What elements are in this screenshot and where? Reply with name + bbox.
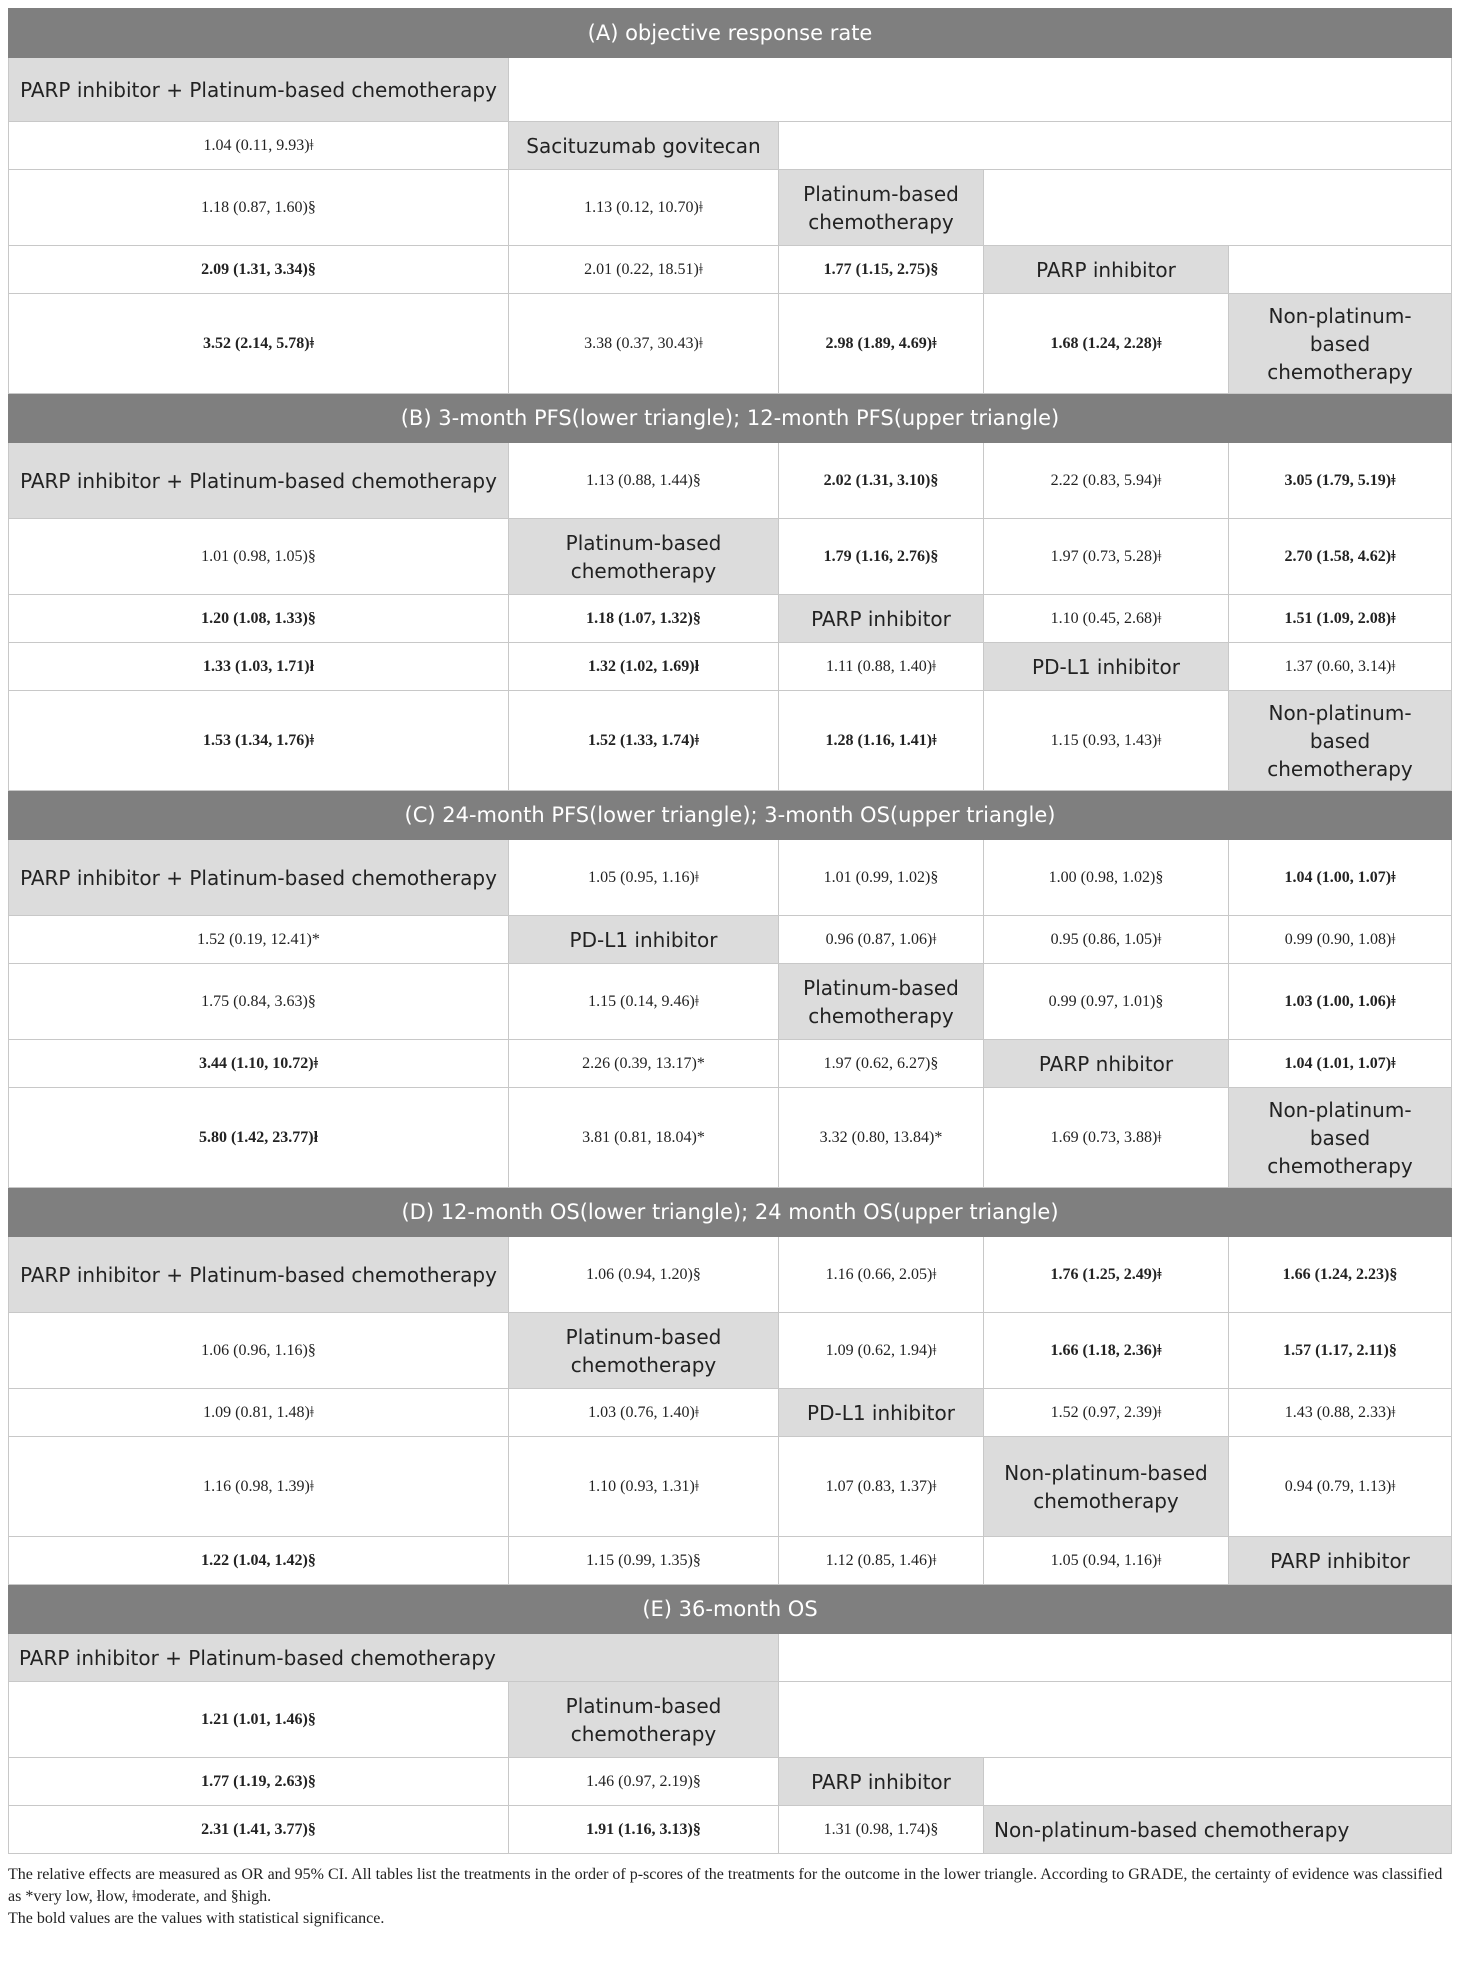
effect-estimate: 1.13 (0.12, 10.70)ǂ (509, 170, 779, 246)
effect-estimate: 3.05 (1.79, 5.19)ǂ (1229, 443, 1452, 519)
effect-estimate: 1.43 (0.88, 2.33)ǂ (1229, 1389, 1452, 1437)
section-title: (D) 12-month OS(lower triangle); 24 month OS(upper triangle) (9, 1188, 1452, 1237)
table-row (9, 122, 1452, 170)
effect-estimate: 1.31 (0.98, 1.74)§ (779, 1806, 984, 1854)
section-title: (B) 3-month PFS(lower triangle); 12-month PFS(upper triangle) (9, 394, 1452, 443)
table-row (9, 595, 1452, 643)
treatment-label: PARP inhibitor + Platinum-based chemotherapy (9, 1237, 509, 1313)
treatment-label: Non-platinum-based chemotherapy (1229, 691, 1452, 791)
effect-estimate: 0.96 (0.87, 1.06)ǂ (779, 916, 984, 964)
empty-cell (984, 1758, 1452, 1806)
effect-estimate: 1.13 (0.88, 1.44)§ (509, 443, 779, 519)
effect-estimate: 2.09 (1.31, 3.34)§ (9, 246, 509, 294)
effect-estimate: 1.32 (1.02, 1.69)ł (509, 643, 779, 691)
effect-estimate: 1.01 (0.98, 1.05)§ (9, 519, 509, 595)
effect-estimate: 2.70 (1.58, 4.62)ǂ (1229, 519, 1452, 595)
effect-estimate: 0.95 (0.86, 1.05)ǂ (984, 916, 1229, 964)
table-row (9, 294, 1452, 394)
section-title: (E) 36-month OS (9, 1585, 1452, 1634)
effect-estimate: 3.52 (2.14, 5.78)ǂ (9, 294, 509, 394)
treatment-label: Non-platinum-based chemotherapy (1229, 294, 1452, 394)
table-row (9, 964, 1452, 1040)
table-row (9, 840, 1452, 916)
effect-estimate: 1.04 (1.01, 1.07)ǂ (1229, 1040, 1452, 1088)
effect-estimate: 2.22 (0.83, 5.94)ǂ (984, 443, 1229, 519)
effect-estimate: 1.05 (0.94, 1.16)ǂ (984, 1537, 1229, 1585)
table-row (9, 643, 1452, 691)
effect-estimate: 1.05 (0.95, 1.16)ǂ (509, 840, 779, 916)
effect-estimate: 2.98 (1.89, 4.69)ǂ (779, 294, 984, 394)
effect-estimate: 3.38 (0.37, 30.43)ǂ (509, 294, 779, 394)
effect-estimate: 1.15 (0.93, 1.43)ǂ (984, 691, 1229, 791)
effect-estimate: 3.44 (1.10, 10.72)ǂ (9, 1040, 509, 1088)
effect-estimate: 1.12 (0.85, 1.46)ǂ (779, 1537, 984, 1585)
table-row (9, 1758, 1452, 1806)
effect-estimate: 1.33 (1.03, 1.71)ł (9, 643, 509, 691)
effect-estimate: 0.99 (0.90, 1.08)ǂ (1229, 916, 1452, 964)
treatment-label: PD-L1 inhibitor (779, 1389, 984, 1437)
effect-estimate: 1.07 (0.83, 1.37)ǂ (779, 1437, 984, 1537)
treatment-label: Platinum-based chemotherapy (779, 964, 984, 1040)
effect-estimate: 1.97 (0.73, 5.28)ǂ (984, 519, 1229, 595)
effect-estimate: 1.68 (1.24, 2.28)ǂ (984, 294, 1229, 394)
table-footnotes (8, 1864, 1451, 1930)
treatment-label: Platinum-based chemotherapy (509, 1313, 779, 1389)
league-table-figure (8, 8, 1451, 1930)
effect-estimate: 1.18 (1.07, 1.32)§ (509, 595, 779, 643)
effect-estimate: 2.26 (0.39, 13.17)* (509, 1040, 779, 1088)
effect-estimate: 1.52 (0.19, 12.41)* (9, 916, 509, 964)
treatment-label: PARP inhibitor + Platinum-based chemotherapy (9, 840, 509, 916)
effect-estimate: 1.52 (0.97, 2.39)ǂ (984, 1389, 1229, 1437)
effect-estimate: 1.16 (0.98, 1.39)ǂ (9, 1437, 509, 1537)
table-row (9, 1313, 1452, 1389)
treatment-label: Sacituzumab govitecan (509, 122, 779, 170)
effect-estimate: 1.66 (1.24, 2.23)§ (1229, 1237, 1452, 1313)
treatment-label: PARP inhibitor (779, 1758, 984, 1806)
effect-estimate: 1.10 (0.45, 2.68)ǂ (984, 595, 1229, 643)
effect-estimate: 2.01 (0.22, 18.51)ǂ (509, 246, 779, 294)
effect-estimate: 1.28 (1.16, 1.41)ǂ (779, 691, 984, 791)
empty-cell (779, 1634, 1452, 1682)
effect-estimate: 1.91 (1.16, 3.13)§ (509, 1806, 779, 1854)
effect-estimate: 1.46 (0.97, 2.19)§ (509, 1758, 779, 1806)
effect-estimate: 1.66 (1.18, 2.36)ǂ (984, 1313, 1229, 1389)
effect-estimate: 1.04 (0.11, 9.93)ǂ (9, 122, 509, 170)
effect-estimate: 1.21 (1.01, 1.46)§ (9, 1682, 509, 1758)
table-row (9, 246, 1452, 294)
footnote-certainty: The relative effects are measured as OR and 95% CI. All tables list the treatments in the order of p-scores of the treatments for the outcome in the lower triangle. According to GRADE, the certainty of evidence was classified as *very low, łlow, ǂmoderate, and §high. (8, 1866, 1443, 1905)
effect-estimate: 5.80 (1.42, 23.77)ł (9, 1088, 509, 1188)
effect-estimate: 1.79 (1.16, 2.76)§ (779, 519, 984, 595)
effect-estimate: 1.77 (1.15, 2.75)§ (779, 246, 984, 294)
table-row (9, 691, 1452, 791)
effect-estimate: 1.03 (1.00, 1.06)ǂ (1229, 964, 1452, 1040)
effect-estimate: 1.20 (1.08, 1.33)§ (9, 595, 509, 643)
effect-estimate: 1.10 (0.93, 1.31)ǂ (509, 1437, 779, 1537)
effect-estimate: 1.52 (1.33, 1.74)ǂ (509, 691, 779, 791)
effect-estimate: 1.01 (0.99, 1.02)§ (779, 840, 984, 916)
league-table (8, 8, 1452, 1854)
treatment-label: Platinum-based chemotherapy (509, 519, 779, 595)
table-row (9, 1437, 1452, 1537)
treatment-label: Non-platinum-based chemotherapy (1229, 1088, 1452, 1188)
effect-estimate: 1.76 (1.25, 2.49)ǂ (984, 1237, 1229, 1313)
treatment-label: Non-platinum-based chemotherapy (984, 1437, 1229, 1537)
empty-cell (779, 122, 1452, 170)
table-row (9, 1237, 1452, 1313)
effect-estimate: 2.31 (1.41, 3.77)§ (9, 1806, 509, 1854)
effect-estimate: 1.53 (1.34, 1.76)ǂ (9, 691, 509, 791)
table-row (9, 916, 1452, 964)
effect-estimate: 1.11 (0.88, 1.40)ǂ (779, 643, 984, 691)
treatment-label: Platinum-based chemotherapy (509, 1682, 779, 1758)
treatment-label: PARP nhibitor (984, 1040, 1229, 1088)
effect-estimate: 1.03 (0.76, 1.40)ǂ (509, 1389, 779, 1437)
empty-cell (984, 170, 1452, 246)
effect-estimate: 3.81 (0.81, 18.04)* (509, 1088, 779, 1188)
table-row (9, 1088, 1452, 1188)
table-row (9, 1634, 1452, 1682)
effect-estimate: 0.99 (0.97, 1.01)§ (984, 964, 1229, 1040)
effect-estimate: 1.09 (0.62, 1.94)ǂ (779, 1313, 984, 1389)
table-row (9, 1806, 1452, 1854)
effect-estimate: 1.22 (1.04, 1.42)§ (9, 1537, 509, 1585)
table-row (9, 1537, 1452, 1585)
table-row (9, 1040, 1452, 1088)
table-row (9, 170, 1452, 246)
effect-estimate: 1.69 (0.73, 3.88)ǂ (984, 1088, 1229, 1188)
effect-estimate: 1.51 (1.09, 2.08)ǂ (1229, 595, 1452, 643)
effect-estimate: 1.77 (1.19, 2.63)§ (9, 1758, 509, 1806)
table-row (9, 443, 1452, 519)
effect-estimate: 1.00 (0.98, 1.02)§ (984, 840, 1229, 916)
treatment-label: PARP inhibitor + Platinum-based chemotherapy (9, 443, 509, 519)
treatment-label: PARP inhibitor (779, 595, 984, 643)
effect-estimate: 1.06 (0.94, 1.20)§ (509, 1237, 779, 1313)
effect-estimate: 1.97 (0.62, 6.27)§ (779, 1040, 984, 1088)
empty-cell (509, 58, 1452, 122)
effect-estimate: 1.57 (1.17, 2.11)§ (1229, 1313, 1452, 1389)
effect-estimate: 1.09 (0.81, 1.48)ǂ (9, 1389, 509, 1437)
treatment-label: PARP inhibitor + Platinum-based chemotherapy (9, 58, 509, 122)
effect-estimate: 1.15 (0.14, 9.46)ǂ (509, 964, 779, 1040)
treatment-label: PARP inhibitor (984, 246, 1229, 294)
effect-estimate: 1.37 (0.60, 3.14)ǂ (1229, 643, 1452, 691)
empty-cell (1229, 246, 1452, 294)
effect-estimate: 1.18 (0.87, 1.60)§ (9, 170, 509, 246)
effect-estimate: 1.75 (0.84, 3.63)§ (9, 964, 509, 1040)
effect-estimate: 0.94 (0.79, 1.13)ǂ (1229, 1437, 1452, 1537)
effect-estimate: 1.04 (1.00, 1.07)ǂ (1229, 840, 1452, 916)
effect-estimate: 1.15 (0.99, 1.35)§ (509, 1537, 779, 1585)
treatment-label: PARP inhibitor (1229, 1537, 1452, 1585)
treatment-label: PD-L1 inhibitor (984, 643, 1229, 691)
treatment-label: Platinum-based chemotherapy (779, 170, 984, 246)
footnote-bold: The bold values are the values with statistical significance. (8, 1910, 385, 1927)
table-row (9, 58, 1452, 122)
effect-estimate: 3.32 (0.80, 13.84)* (779, 1088, 984, 1188)
table-row (9, 1682, 1452, 1758)
effect-estimate: 1.16 (0.66, 2.05)ǂ (779, 1237, 984, 1313)
treatment-label: Non-platinum-based chemotherapy (984, 1806, 1452, 1854)
table-row (9, 519, 1452, 595)
treatment-label: PD-L1 inhibitor (509, 916, 779, 964)
section-title: (A) objective response rate (9, 9, 1452, 58)
section-title: (C) 24-month PFS(lower triangle); 3-month OS(upper triangle) (9, 791, 1452, 840)
effect-estimate: 1.06 (0.96, 1.16)§ (9, 1313, 509, 1389)
empty-cell (779, 1682, 1452, 1758)
effect-estimate: 2.02 (1.31, 3.10)§ (779, 443, 984, 519)
table-row (9, 1389, 1452, 1437)
treatment-label: PARP inhibitor + Platinum-based chemotherapy (9, 1634, 779, 1682)
